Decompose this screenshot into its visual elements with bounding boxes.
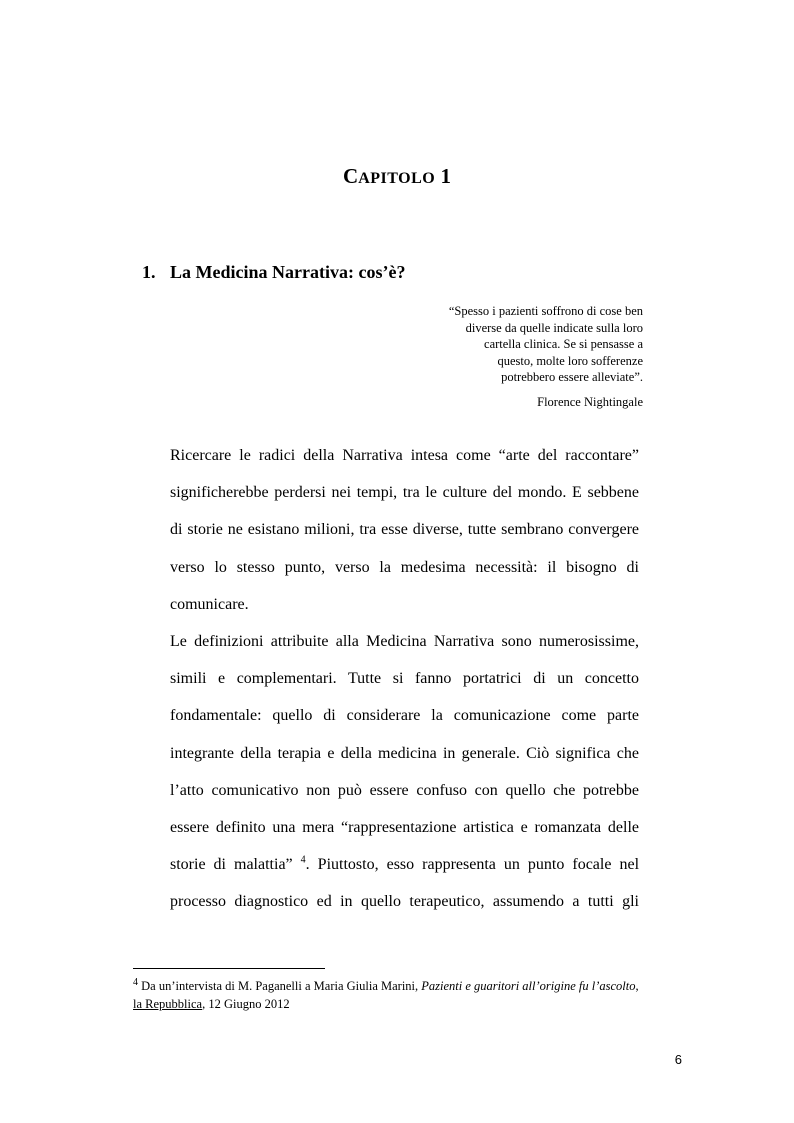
body-line-end: . Piuttosto, esso rappresenta un punto focale nel	[305, 856, 640, 874]
footnote-comma: ,	[635, 979, 639, 993]
chapter-first-letter: C	[343, 164, 359, 188]
footnote-text: Da un’intervista di M. Paganelli a Maria Giulia Marini,	[138, 979, 422, 993]
body-line: di storie ne esistano milioni, tra esse diverse, tutte sembrano convergere	[170, 521, 639, 539]
epigraph-line: potrebbero essere alleviate”.	[501, 370, 643, 384]
body-line: processo diagnostico ed in quello terapeutico, assumendo a tutti gli	[170, 893, 639, 911]
body-line: Ricercare le radici della Narrativa intesa come “arte del raccontare”	[170, 447, 639, 464]
epigraph-line: diverse da quelle indicate sulla loro	[465, 320, 643, 335]
epigraph-line: “Spesso i pazienti soffrono di cose ben	[448, 304, 643, 318]
footnote-source-link[interactable]: la Repubblica	[133, 997, 203, 1011]
body-line: fondamentale: quello di considerare la comunicazione come parte	[170, 707, 639, 725]
body-line: l’atto comunicativo non può essere confuso con quello che potrebbe	[170, 781, 639, 799]
page-number: 6	[674, 1052, 682, 1067]
section-heading	[142, 262, 405, 283]
epigraph-author: Florence Nightingale	[537, 394, 643, 409]
body-line: essere definito una mera “rappresentazione artistica e romanzata delle	[170, 819, 639, 837]
footnote	[133, 977, 673, 1013]
epigraph-line: cartella clinica. Se si pensasse a	[484, 337, 643, 351]
chapter-heading	[0, 164, 794, 189]
body-line-with-footnote-ref	[170, 846, 639, 883]
body-line: integrante della terapia e della medicina in generale. Ciò significa che	[170, 744, 639, 762]
body-line: Le definizioni attribuite alla Medicina Narrativa sono numerosissime,	[170, 633, 639, 651]
section-number: 1.	[142, 262, 156, 282]
body-line: significherebbe perdersi nei tempi, tra le culture del mondo. E sebbene	[170, 484, 639, 502]
body-line-start: storie di malattia”	[170, 856, 293, 874]
footnote-date: , 12 Giugno 2012	[202, 997, 290, 1011]
body-line: simili e complementari. Tutte si fanno portatrici di un concetto	[170, 670, 639, 688]
section-title: La Medicina Narrativa: cos’è?	[170, 262, 406, 282]
footnote-reference[interactable]: 4	[300, 854, 306, 866]
chapter-number: 1	[440, 164, 451, 188]
epigraph-line: questo, molte loro sofferenze	[497, 353, 643, 368]
body-line: comunicare.	[170, 595, 249, 613]
epigraph	[383, 303, 643, 410]
footnote-article-title: Pazienti e guaritori all’origine fu l’ascolto	[421, 979, 636, 993]
chapter-word: APITOLO	[358, 170, 436, 187]
body-line: verso lo stesso punto, verso la medesima necessità: il bisogno di	[170, 558, 639, 576]
body-paragraphs	[170, 437, 639, 921]
footnote-separator	[133, 968, 325, 969]
footnote-line	[133, 977, 673, 995]
footnote-mark: 4	[133, 976, 138, 988]
footnote-line	[133, 995, 673, 1013]
